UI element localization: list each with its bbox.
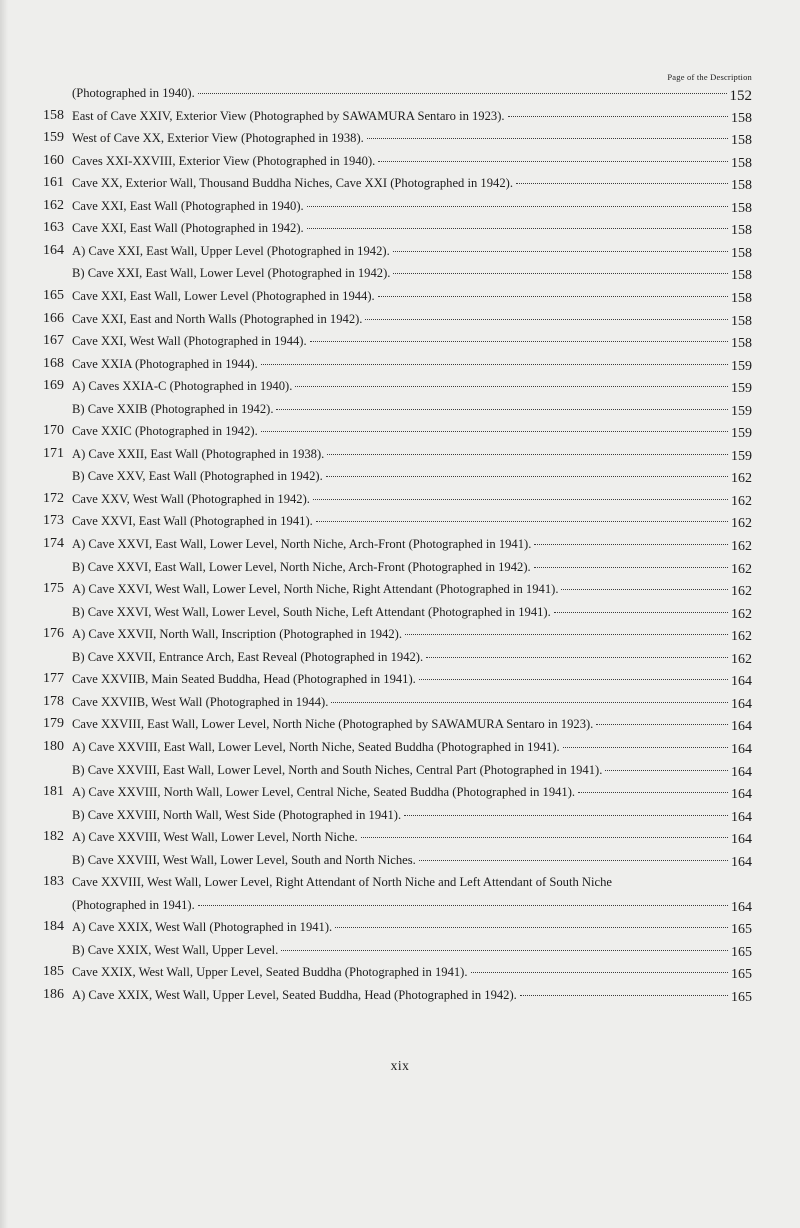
plate-caption: Caves XXI-XXVIII, Exterior View (Photographed in 1940). [72, 153, 376, 168]
toc-entry [0, 82, 800, 105]
dot-leader [471, 972, 728, 973]
plate-number: 175 [43, 581, 64, 597]
plate-number: 162 [43, 197, 64, 213]
toc-entry [0, 262, 800, 285]
toc-entry [0, 646, 800, 669]
plate-caption: Cave XXVIIB, Main Seated Buddha, Head (Photographed in 1941). [72, 672, 416, 687]
plate-caption-line [72, 623, 752, 646]
dot-leader [419, 860, 728, 861]
toc-entry [0, 353, 800, 376]
description-page-number: 159 [731, 426, 752, 442]
plate-number: 186 [43, 987, 64, 1002]
description-page-number: 158 [731, 223, 752, 239]
plate-caption: Cave XXIX, West Wall, Upper Level, Seated Buddha (Photographed in 1941). [72, 965, 468, 980]
plate-caption: Cave XXIA (Photographed in 1944). [72, 356, 258, 371]
description-page-number: 158 [731, 336, 752, 352]
plate-caption-line [72, 330, 752, 353]
toc-entry [0, 420, 800, 443]
plate-caption: Cave XXI, East Wall (Photographed in 1942). [72, 221, 304, 236]
toc-entry [0, 127, 800, 150]
plate-caption-line [72, 871, 752, 893]
description-page-number: 162 [731, 606, 752, 622]
plate-number: 167 [43, 333, 64, 349]
dot-leader [534, 567, 728, 568]
toc-entry [0, 556, 800, 579]
description-page-number: 165 [731, 990, 752, 1005]
plate-caption: A) Cave XXVIII, East Wall, Lower Level, North Niche, Seated Buddha (Photographed in 1941). [72, 739, 560, 754]
dot-leader [331, 702, 728, 703]
plate-number: 173 [43, 513, 64, 529]
description-page-number: 162 [731, 539, 752, 554]
description-page-number: 164 [731, 832, 752, 848]
description-page-number: 164 [731, 741, 752, 757]
plate-caption: A) Cave XXVII, North Wall, Inscription (Photographed in 1942). [72, 627, 402, 642]
plate-caption-line [72, 939, 752, 962]
plate-caption-line [72, 826, 752, 849]
plate-number: 182 [43, 829, 64, 845]
toc-entry [0, 308, 800, 331]
plate-caption-line [72, 646, 752, 669]
page-folio: xix [390, 1058, 410, 1073]
plate-caption: A) Cave XXVIII, North Wall, Lower Level, Central Niche, Seated Buddha (Photographed in 1941). [72, 785, 576, 800]
description-page-number: 164 [731, 764, 752, 780]
plate-caption-line [72, 668, 752, 691]
plate-caption: A) Cave XXIX, West Wall (Photographed in 1941). [72, 920, 333, 935]
dot-leader [335, 927, 728, 928]
plate-caption: Cave XXVIII, West Wall, Lower Level, Right Attendant of North Niche and Left Attendant of South Niche [72, 875, 612, 890]
plate-caption-line [72, 465, 752, 488]
dot-leader [198, 905, 728, 906]
toc-entry [0, 172, 800, 195]
plate-caption-line [72, 398, 752, 421]
dot-leader [378, 161, 728, 162]
plate-number: 179 [43, 716, 64, 732]
plate-caption: Cave XXVIII, East Wall, Lower Level, North Niche (Photographed by SAWAMURA Sentaro in 1923). [72, 717, 594, 732]
plate-caption-line [72, 804, 752, 827]
plate-number: 160 [43, 152, 64, 168]
dot-leader [605, 770, 728, 771]
plate-caption-line [72, 308, 752, 331]
toc-entry [0, 330, 800, 353]
toc-entry [0, 465, 800, 488]
description-page-number: 162 [731, 471, 752, 487]
description-page-number: 162 [731, 516, 752, 532]
toc-entry [0, 759, 800, 782]
plate-caption: A) Caves XXIA-C (Photographed in 1940). [72, 379, 293, 394]
toc-entry [0, 285, 800, 308]
toc-entry [0, 601, 800, 624]
plate-caption-line [72, 353, 752, 376]
plate-caption-line [72, 578, 752, 601]
dot-leader [327, 454, 728, 455]
plate-caption: B) Cave XXVI, West Wall, Lower Level, South Niche, Left Attendant (Photographed in 1941). [72, 604, 551, 619]
plate-number: 168 [43, 355, 64, 371]
plate-number: 164 [43, 242, 64, 258]
plate-caption: B) Cave XXIX, West Wall, Upper Level. [72, 942, 279, 957]
plate-caption-line [72, 285, 752, 308]
toc-entry [0, 984, 800, 1007]
toc-entry [0, 240, 800, 263]
plate-caption-line [72, 150, 752, 173]
description-page-number: 158 [731, 133, 752, 149]
toc-entry [0, 510, 800, 533]
dot-leader [307, 228, 728, 229]
plate-number: 159 [43, 130, 64, 146]
toc-entry [0, 781, 800, 804]
plate-number: 166 [43, 310, 64, 326]
plate-caption-line [72, 420, 752, 443]
plate-caption-line [72, 961, 752, 984]
plate-caption: Cave XXI, West Wall (Photographed in 1944). [72, 334, 307, 349]
plate-caption: A) Cave XXIX, West Wall, Upper Level, Seated Buddha, Head (Photographed in 1942). [72, 988, 517, 1002]
toc-entry [0, 849, 800, 872]
plate-number: 177 [43, 671, 64, 687]
plate-caption-line [72, 82, 752, 104]
dot-leader [508, 116, 728, 117]
plate-caption: East of Cave XXIV, Exterior View (Photographed by SAWAMURA Sentaro in 1923). [72, 108, 505, 123]
dot-leader [261, 431, 728, 432]
toc-entry [0, 804, 800, 827]
plate-caption-line [72, 691, 752, 714]
toc-entry [0, 217, 800, 240]
toc-entry [0, 443, 800, 466]
plate-caption-line [72, 713, 752, 736]
plate-caption: B) Cave XXI, East Wall, Lower Level (Photographed in 1942). [72, 266, 391, 281]
toc-entry [0, 691, 800, 714]
plate-caption-line [72, 759, 752, 782]
plate-number: 161 [43, 175, 64, 191]
dot-leader [361, 837, 728, 838]
dot-leader [578, 792, 728, 793]
plate-caption-line [72, 443, 752, 466]
plate-caption-line [72, 375, 752, 398]
plate-caption: Cave XX, Exterior Wall, Thousand Buddha Niches, Cave XXI (Photographed in 1942). [72, 176, 513, 191]
dot-leader [365, 319, 728, 320]
dot-leader [554, 612, 728, 613]
description-page-number: 152 [729, 88, 752, 104]
dot-leader [310, 341, 728, 342]
description-page-number: 162 [731, 629, 752, 645]
toc-entry [0, 713, 800, 736]
toc-entry [0, 916, 800, 939]
toc-entry [0, 668, 800, 691]
plate-number: 184 [43, 919, 64, 935]
plate-caption: B) Cave XXVIII, West Wall, Lower Level, South and North Niches. [72, 852, 416, 867]
plate-caption: B) Cave XXVIII, East Wall, Lower Level, North and South Niches, Central Part (Photographed in 1941). [72, 762, 603, 777]
plate-number: 165 [43, 287, 64, 303]
column-header-page-of-description: Page of the Description [667, 72, 752, 82]
description-page-number: 164 [731, 899, 752, 915]
dot-leader [419, 679, 728, 680]
plate-caption: A) Cave XXVIII, West Wall, Lower Level, North Niche. [72, 830, 358, 845]
description-page-number: 159 [731, 448, 752, 464]
description-page-number: 164 [731, 674, 752, 690]
plate-caption-line [72, 849, 752, 872]
description-page-number: 164 [731, 787, 752, 803]
plate-caption-line [72, 105, 752, 128]
plate-caption: Cave XXI, East Wall, Lower Level (Photographed in 1944). [72, 288, 375, 303]
description-page-number: 164 [731, 696, 752, 712]
description-page-number: 158 [731, 245, 752, 261]
plate-number: 176 [43, 626, 64, 642]
dot-leader [313, 499, 728, 500]
plate-number: 174 [43, 536, 64, 551]
description-page-number: 164 [731, 854, 752, 870]
plate-number: 163 [43, 220, 64, 236]
description-page-number: 159 [731, 381, 752, 397]
plate-caption: A) Cave XXVI, West Wall, Lower Level, North Niche, Right Attendant (Photographed in 1941). [72, 582, 559, 597]
plate-caption: Cave XXI, East Wall (Photographed in 1940). [72, 198, 304, 213]
description-page-number: 159 [731, 358, 752, 374]
plate-number: 172 [43, 490, 64, 506]
dot-leader [426, 657, 728, 658]
plate-caption-line [72, 736, 752, 759]
dot-leader [295, 386, 728, 387]
description-page-number: 165 [731, 922, 752, 938]
dot-leader [367, 138, 728, 139]
toc-entry [0, 533, 800, 556]
description-page-number: 158 [731, 313, 752, 329]
description-page-number: 162 [731, 584, 752, 600]
description-page-number: 162 [731, 651, 752, 667]
dot-leader [563, 747, 728, 748]
dot-leader [516, 183, 728, 184]
plate-caption: Cave XXI, East and North Walls (Photographed in 1942). [72, 311, 363, 326]
dot-leader [307, 206, 728, 207]
plate-caption-line [72, 984, 752, 1007]
plate-caption: B) Cave XXVI, East Wall, Lower Level, North Niche, Arch-Front (Photographed in 1942). [72, 559, 531, 574]
plate-caption-line [72, 781, 752, 804]
plate-number: 158 [43, 107, 64, 123]
plate-caption-line [72, 217, 752, 240]
plate-number: 181 [43, 784, 64, 800]
dot-leader [393, 273, 728, 274]
plate-caption: (Photographed in 1940). [72, 86, 195, 100]
dot-leader [561, 589, 728, 590]
description-page-number: 164 [731, 809, 752, 825]
toc-entry [0, 871, 800, 894]
plate-caption-line [72, 195, 752, 218]
description-page-number: 165 [731, 967, 752, 983]
plate-caption-line [72, 894, 752, 917]
plate-caption: B) Cave XXIB (Photographed in 1942). [72, 401, 274, 416]
plate-number: 178 [43, 693, 64, 709]
plate-number: 183 [43, 874, 64, 890]
plate-caption: Cave XXVI, East Wall (Photographed in 1941). [72, 514, 313, 529]
toc-entry [0, 961, 800, 984]
dot-leader [534, 544, 728, 545]
toc-entry [0, 105, 800, 128]
plate-caption-line [72, 556, 752, 579]
toc-entry [0, 195, 800, 218]
description-page-number: 158 [731, 110, 752, 126]
description-page-number: 164 [731, 719, 752, 735]
plate-caption-line [72, 533, 752, 556]
description-page-number: 162 [731, 561, 752, 577]
description-page-number: 165 [731, 944, 752, 960]
plate-number: 185 [43, 964, 64, 980]
plate-caption-line [72, 601, 752, 624]
toc-entry [0, 488, 800, 511]
description-page-number: 158 [731, 155, 752, 171]
plate-caption-line [72, 510, 752, 533]
plate-caption-line [72, 488, 752, 511]
description-page-number: 158 [731, 200, 752, 216]
plate-caption: A) Cave XXII, East Wall (Photographed in 1938). [72, 446, 325, 461]
description-page-number: 158 [731, 178, 752, 194]
dot-leader [276, 409, 728, 410]
dot-leader [596, 724, 728, 725]
dot-leader [326, 476, 728, 477]
plate-caption: West of Cave XX, Exterior View (Photographed in 1938). [72, 131, 364, 146]
description-page-number: 158 [731, 290, 752, 306]
dot-leader [261, 364, 728, 365]
description-page-number: 158 [731, 268, 752, 284]
plate-caption: B) Cave XXVIII, North Wall, West Side (Photographed in 1941). [72, 807, 402, 822]
plate-caption: Cave XXVIIB, West Wall (Photographed in 1944). [72, 694, 329, 709]
plate-number: 180 [43, 738, 64, 754]
plate-caption-line [72, 240, 752, 263]
toc-entry [0, 894, 800, 917]
plate-caption: A) Cave XXI, East Wall, Upper Level (Photographed in 1942). [72, 243, 390, 258]
dot-leader [198, 93, 727, 94]
dot-leader [405, 634, 728, 635]
toc-entry [0, 150, 800, 173]
plate-caption: Cave XXIC (Photographed in 1942). [72, 424, 258, 439]
dot-leader [378, 296, 728, 297]
plate-caption: B) Cave XXV, East Wall (Photographed in 1942). [72, 469, 323, 484]
toc-entry [0, 398, 800, 421]
plate-number: 170 [43, 423, 64, 439]
description-page-number: 162 [731, 493, 752, 509]
plate-caption-line [72, 916, 752, 939]
plate-caption: B) Cave XXVII, Entrance Arch, East Reveal (Photographed in 1942). [72, 649, 424, 664]
dot-leader [281, 950, 728, 951]
dot-leader [404, 815, 728, 816]
plate-caption: Cave XXV, West Wall (Photographed in 1942). [72, 491, 310, 506]
plate-caption: (Photographed in 1941). [72, 897, 195, 912]
plate-caption-line [72, 262, 752, 285]
plate-caption: A) Cave XXVI, East Wall, Lower Level, North Niche, Arch-Front (Photographed in 1941). [72, 537, 532, 551]
dot-leader [316, 521, 728, 522]
plate-number: 171 [43, 445, 64, 461]
plate-caption-line [72, 127, 752, 150]
description-page-number: 159 [731, 403, 752, 419]
toc-entry [0, 939, 800, 962]
dot-leader [520, 995, 728, 996]
plate-number: 169 [43, 378, 64, 394]
toc-entry [0, 375, 800, 398]
toc-entry [0, 623, 800, 646]
plate-caption-line [72, 172, 752, 195]
toc-entry [0, 578, 800, 601]
toc-entry [0, 826, 800, 849]
dot-leader [393, 251, 728, 252]
toc-entry [0, 736, 800, 759]
